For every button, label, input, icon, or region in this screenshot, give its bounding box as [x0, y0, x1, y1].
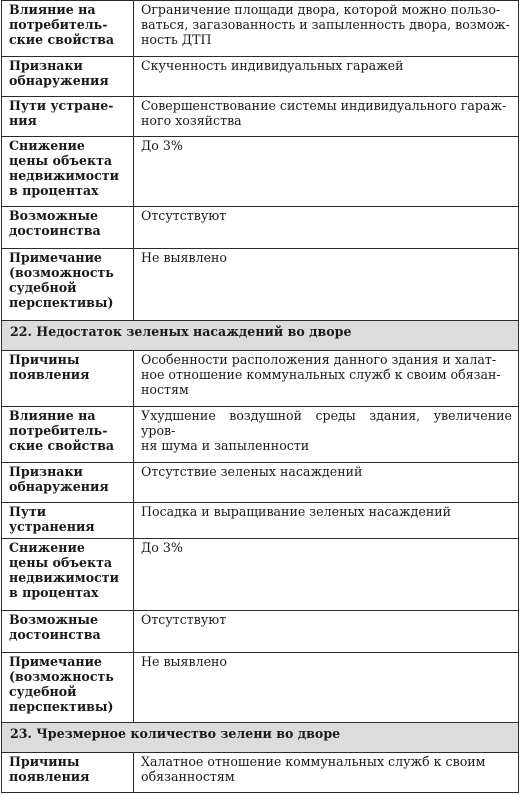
row-label-line: Признаки — [9, 58, 83, 73]
row-value — [134, 57, 519, 97]
row-label-line: ские свойства — [9, 31, 115, 47]
row-value-line: Халатное отношение коммунальных служб к своим — [141, 753, 486, 769]
table-row — [2, 752, 519, 792]
table-row — [2, 1, 519, 57]
row-label — [2, 249, 134, 321]
row-label — [2, 97, 134, 137]
row-value — [134, 463, 519, 503]
table-row — [2, 538, 519, 610]
row-value-line: ность ДТП — [141, 31, 212, 47]
row-label — [2, 207, 134, 249]
row-label — [2, 351, 134, 407]
row-label — [2, 57, 134, 97]
row-value — [134, 207, 519, 249]
row-label-line: Влияние на — [9, 408, 96, 423]
row-value-line: До 3% — [141, 539, 183, 555]
row-label-line: недвижимости — [9, 569, 119, 585]
table-row — [2, 610, 519, 652]
row-value — [134, 97, 519, 137]
row-value-line: ня шума и запыленности — [141, 437, 310, 453]
row-label — [2, 652, 134, 722]
row-label — [2, 503, 134, 539]
row-value-line: ваться, загазованность и запыленность двора, возмож- — [141, 16, 510, 32]
row-label-line: Примечание — [9, 653, 102, 669]
row-label-line: цены объекта — [9, 554, 113, 570]
row-value — [134, 538, 519, 610]
table-row — [2, 137, 519, 207]
table-row — [2, 463, 519, 503]
row-label-line: Пути устранения — [9, 504, 95, 534]
row-value-line: Отсутствие зеленых насаждений — [141, 464, 363, 479]
row-value — [134, 752, 519, 792]
row-label-line: Возможные — [9, 208, 98, 223]
row-value-line: Совершенствование системы индивидуального гараж- — [141, 98, 507, 113]
row-label-line: Снижение — [9, 539, 85, 555]
section-header-row — [2, 722, 519, 752]
table-row — [2, 57, 519, 97]
row-value — [134, 610, 519, 652]
row-label-line: появления — [9, 366, 90, 382]
row-value-line: Скученность индивидуальных гаражей — [141, 58, 404, 73]
row-label-line: в процентах — [9, 584, 99, 600]
row-label-line: обнаружения — [9, 478, 109, 494]
row-value-line: ного хозяйства — [141, 112, 242, 128]
row-value — [134, 137, 519, 207]
row-value-line: Не выявлено — [141, 250, 228, 265]
row-label-line: перспективы) — [9, 294, 114, 310]
table-row — [2, 97, 519, 137]
row-value — [134, 407, 519, 463]
row-label — [2, 463, 134, 503]
row-value-line: ностям — [141, 381, 189, 397]
property-defects-table — [1, 0, 519, 793]
row-label-line: потребитель- — [9, 422, 108, 438]
row-value-line: Посадка и выращивание зеленых насаждений — [141, 504, 452, 519]
row-label-line: цены объекта — [9, 152, 113, 168]
row-label-line: (возможность — [9, 264, 114, 280]
row-value-line: До 3% — [141, 138, 183, 153]
row-value — [134, 249, 519, 321]
row-label-line: Примечание — [9, 250, 102, 265]
section-title: 22. Недостаток зеленых насаждений во дворе — [2, 321, 519, 351]
section-header-row — [2, 321, 519, 351]
row-label-line: Признаки — [9, 464, 83, 479]
row-value — [134, 652, 519, 722]
table-row — [2, 207, 519, 249]
table-body — [2, 1, 519, 793]
row-value — [134, 1, 519, 57]
table-row — [2, 407, 519, 463]
row-label-line: Пути устране- — [9, 98, 114, 113]
table-row — [2, 249, 519, 321]
row-label-line: ские свойства — [9, 437, 115, 453]
row-value-line: ное отношение коммунальных служб к своим обязан- — [141, 366, 501, 382]
row-value-line: Не выявлено — [141, 653, 228, 669]
row-value-line: Ухудшение воздушной среды здания, увеличение уров- — [141, 408, 512, 438]
row-label — [2, 752, 134, 792]
row-label — [2, 407, 134, 463]
row-label-line: судебной — [9, 279, 77, 295]
row-label — [2, 538, 134, 610]
row-label-line: появления — [9, 768, 90, 784]
row-label — [2, 137, 134, 207]
row-value-line: Отсутствуют — [141, 611, 227, 627]
row-label-line: достоинства — [9, 222, 101, 238]
row-label-line: недвижимости — [9, 167, 119, 183]
row-label — [2, 610, 134, 652]
row-value-line: Ограничение площади двора, которой можно пользо- — [141, 2, 501, 17]
row-label — [2, 1, 134, 57]
section-title: 23. Чрезмерное количество зелени во дворе — [2, 722, 519, 752]
row-value-line: Особенности расположения данного здания и халат- — [141, 352, 497, 367]
row-label-line: Причины — [9, 753, 80, 769]
row-label-line: обнаружения — [9, 72, 109, 88]
row-value-line: обязанностям — [141, 768, 235, 784]
row-label-line: ния — [9, 112, 37, 128]
row-value — [134, 503, 519, 539]
row-label-line: Снижение — [9, 138, 85, 153]
row-label-line: Влияние на — [9, 2, 96, 17]
row-value-line: Отсутствуют — [141, 208, 227, 223]
table-row — [2, 351, 519, 407]
table-row — [2, 503, 519, 539]
row-label-line: (возможность — [9, 668, 114, 684]
table-row — [2, 652, 519, 722]
row-value — [134, 351, 519, 407]
row-label-line: достоинства — [9, 626, 101, 642]
row-label-line: потребитель- — [9, 16, 108, 32]
row-label-line: в процентах — [9, 182, 99, 198]
row-label-line: судебной — [9, 683, 77, 699]
row-label-line: Причины — [9, 352, 80, 367]
row-label-line: Возможные — [9, 611, 98, 627]
row-label-line: перспективы) — [9, 698, 114, 714]
